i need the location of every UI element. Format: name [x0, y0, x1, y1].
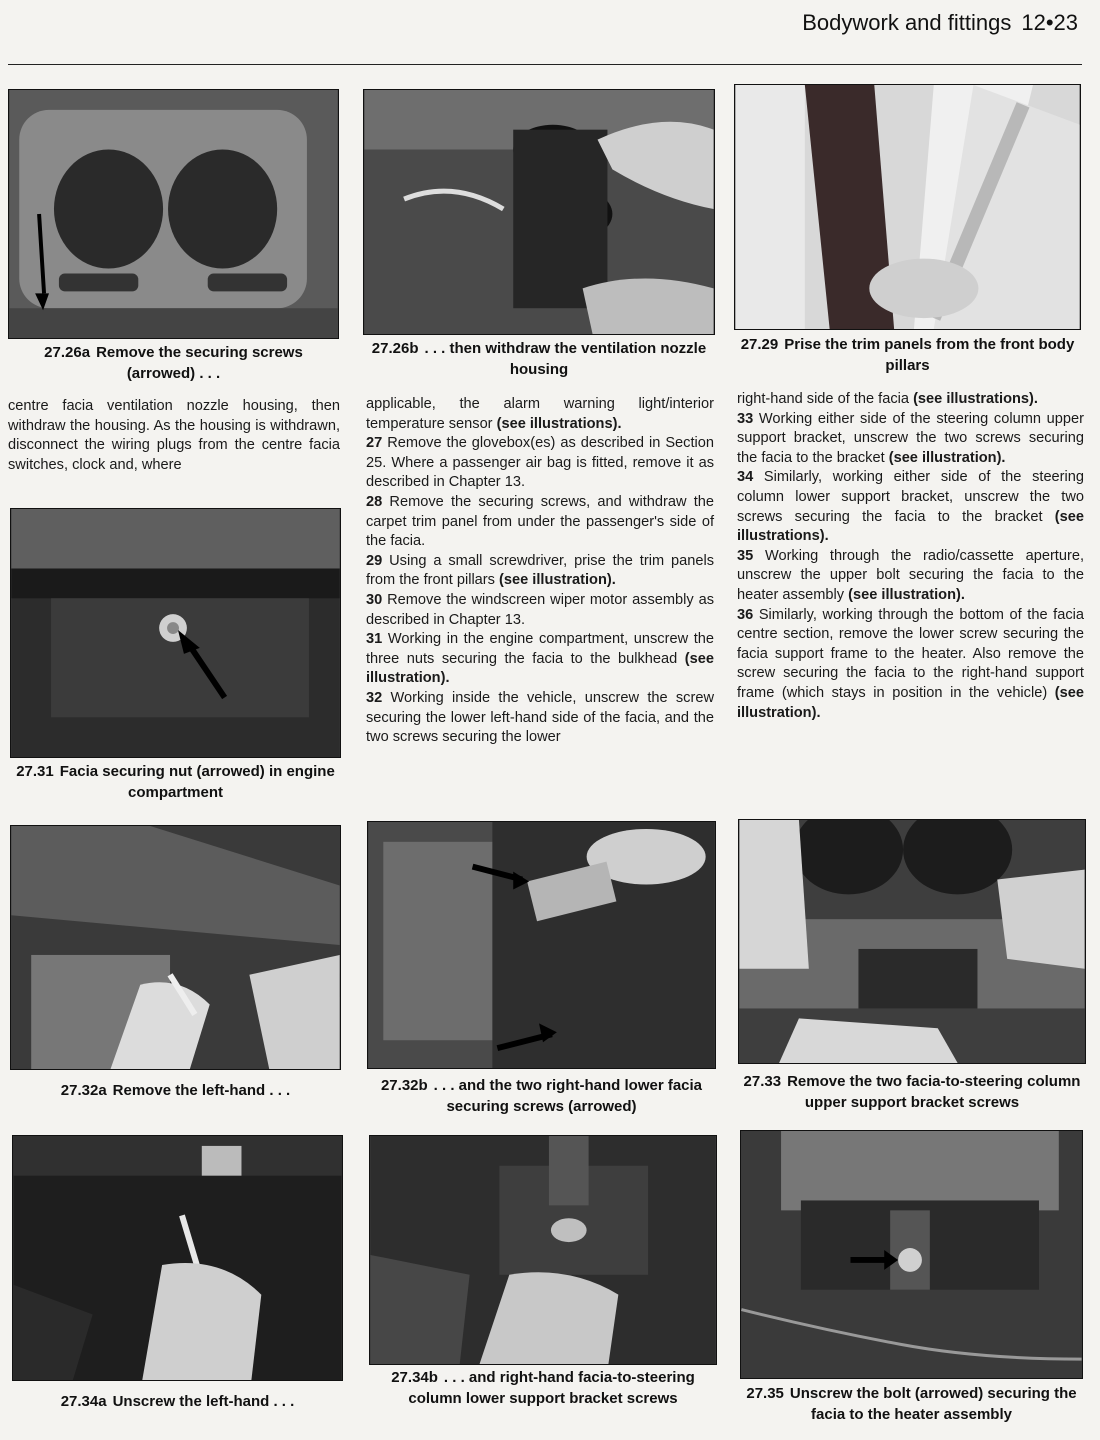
text-ref: (see illustrations).: [913, 391, 1038, 407]
photo-27-35: [740, 1130, 1083, 1379]
step-number: 29: [366, 552, 383, 569]
caption-text: Unscrew the bolt (arrowed) securing the facia to the heater assembly: [789, 1385, 1077, 1423]
text-step-29: [366, 552, 714, 591]
caption-number: 27.34b: [391, 1369, 438, 1386]
text-step-30: [366, 591, 714, 630]
step-text: Remove the glovebox(es) as described in Section 25. Where a passenger air bag is fitted, remove it as described in Chapter 13.: [366, 435, 714, 491]
caption-text: Facia securing nut (arrowed) in engine compartment: [59, 763, 335, 801]
caption-number: 27.33: [743, 1073, 782, 1090]
text-run: right-hand side of the facia: [737, 391, 909, 407]
caption-number: 27.26a: [44, 344, 91, 361]
text-ref: (see illustration).: [848, 586, 965, 603]
step-text: Working through the radio/cassette aperture, unscrew the upper bolt securing the facia to the heater assembly: [737, 547, 1085, 603]
caption-text: Remove the left-hand . . .: [112, 1082, 291, 1099]
caption-27-26a: [8, 342, 339, 384]
step-text: Using a small screwdriver, prise the trim panels from the front pillars: [366, 552, 714, 589]
caption-text: Unscrew the left-hand . . .: [112, 1393, 295, 1410]
text-step-27: [366, 434, 714, 493]
step-text: Working either side of the steering column upper support bracket, unscrew the two screws securing the facia to the bracket: [737, 410, 1084, 466]
photo-27-35-image: [741, 1131, 1082, 1378]
step-text: Similarly, working through the bottom of the facia centre section, remove the lower screw securing the facia support frame to the heater. Also remove the screw securing the facia to the right-hand support frame (which stays in position in the vehicle): [737, 606, 1084, 701]
caption-text: . . . and right-hand facia-to-steering column lower support bracket screws: [408, 1369, 695, 1407]
step-text: Remove the windscreen wiper motor assembly as described in Chapter 13.: [366, 591, 714, 628]
step-text: Working inside the vehicle, unscrew the screw securing the lower left-hand side of the facia, and the two screws securing the lower: [366, 689, 714, 746]
step-number: 28: [366, 493, 383, 510]
photo-27-26b: [363, 89, 715, 335]
caption-27-26b: [363, 338, 715, 380]
caption-number: 27.34a: [60, 1393, 107, 1410]
step-number: 36: [737, 606, 754, 623]
caption-27-32b: [367, 1075, 716, 1117]
caption-number: 27.32a: [60, 1082, 107, 1099]
page-number: 12•23: [1021, 10, 1078, 35]
photo-27-34b-image: [370, 1136, 716, 1364]
text-column-1: [8, 397, 340, 475]
photo-27-32b: [367, 821, 716, 1069]
header-rule: [8, 64, 1082, 65]
text-run: applicable, the alarm warning light/interior temperature sensor: [366, 396, 714, 432]
caption-27-31: [10, 761, 341, 803]
text-col3-intro: [737, 390, 1084, 410]
text-step-28: [366, 493, 714, 552]
caption-text: Prise the trim panels from the front body pillars: [784, 336, 1075, 374]
caption-text: Remove the two facia-to-steering column upper support bracket screws: [787, 1073, 1081, 1111]
caption-text: . . . then withdraw the ventilation nozzle housing: [424, 340, 707, 378]
text-step-34: [737, 468, 1084, 546]
text-ref: (see illustration).: [366, 650, 714, 687]
caption-number: 27.26b: [371, 340, 419, 357]
text-step-32: [366, 689, 714, 748]
text-ref: (see illustrations).: [496, 415, 622, 432]
caption-text: Remove the securing screws (arrowed) . . .: [96, 344, 303, 382]
caption-27-34a: [12, 1391, 343, 1412]
photo-27-33: [738, 819, 1086, 1064]
caption-text: . . . and the two right-hand lower facia securing screws (arrowed): [433, 1077, 703, 1115]
caption-number: 27.32b: [380, 1077, 428, 1094]
text-col2-intro: [366, 395, 714, 434]
step-number: 27: [366, 435, 383, 452]
photo-27-29-image: [735, 85, 1080, 329]
caption-27-34b: [369, 1367, 717, 1409]
text-step-31: [366, 630, 714, 689]
step-number: 32: [366, 689, 383, 706]
step-number: 30: [366, 591, 383, 608]
step-text: Working in the engine compartment, unscrew the three nuts securing the facia to the bulkhead: [366, 631, 714, 667]
photo-27-32a-image: [11, 826, 340, 1069]
step-number: 35: [737, 547, 754, 564]
step-number: 31: [366, 631, 383, 648]
photo-27-31-image: [11, 509, 340, 757]
step-text: Remove the securing screws, and withdraw the carpet trim panel from under the passenger's side of the facia.: [366, 493, 714, 550]
photo-27-29: [734, 84, 1081, 330]
photo-27-33-image: [739, 820, 1085, 1063]
caption-27-33: [738, 1071, 1086, 1113]
caption-27-32a: [10, 1080, 341, 1101]
photo-27-31: [10, 508, 341, 758]
step-number: 34: [737, 469, 754, 486]
photo-27-34b: [369, 1135, 717, 1365]
photo-27-26b-image: [364, 90, 714, 334]
photo-27-26a-image: [9, 90, 338, 338]
caption-number: 27.31: [16, 763, 54, 780]
photo-27-32b-image: [368, 822, 715, 1068]
text-column-2: [366, 395, 714, 748]
caption-27-35: [740, 1383, 1083, 1425]
text-ref: (see illustration).: [499, 572, 616, 589]
caption-number: 27.35: [746, 1385, 784, 1402]
photo-27-34a: [12, 1135, 343, 1381]
step-text: Similarly, working either side of the steering column lower support bracket, unscrew the two screws securing the facia to the bracket: [737, 469, 1085, 525]
page-header: [802, 10, 1078, 36]
text-col1-para: centre facia ventilation nozzle housing, then withdraw the housing. As the housing is withdrawn, disconnect the wiring plugs from the centre facia switches, clock and, where: [8, 398, 340, 473]
text-ref: (see illustrations).: [737, 508, 1085, 545]
photo-27-26a: [8, 89, 339, 339]
text-step-36: [737, 606, 1084, 724]
caption-number: 27.29: [740, 336, 779, 353]
text-ref: (see illustration).: [737, 684, 1085, 721]
photo-27-32a: [10, 825, 341, 1070]
text-ref: (see illustration).: [888, 449, 1006, 466]
photo-27-34a-image: [13, 1136, 342, 1380]
header-title: Bodywork and fittings: [802, 10, 1012, 35]
caption-27-29: [734, 334, 1081, 376]
step-number: 33: [737, 410, 754, 427]
text-step-35: [737, 547, 1084, 606]
text-step-33: [737, 410, 1084, 469]
text-column-3: [737, 390, 1084, 723]
